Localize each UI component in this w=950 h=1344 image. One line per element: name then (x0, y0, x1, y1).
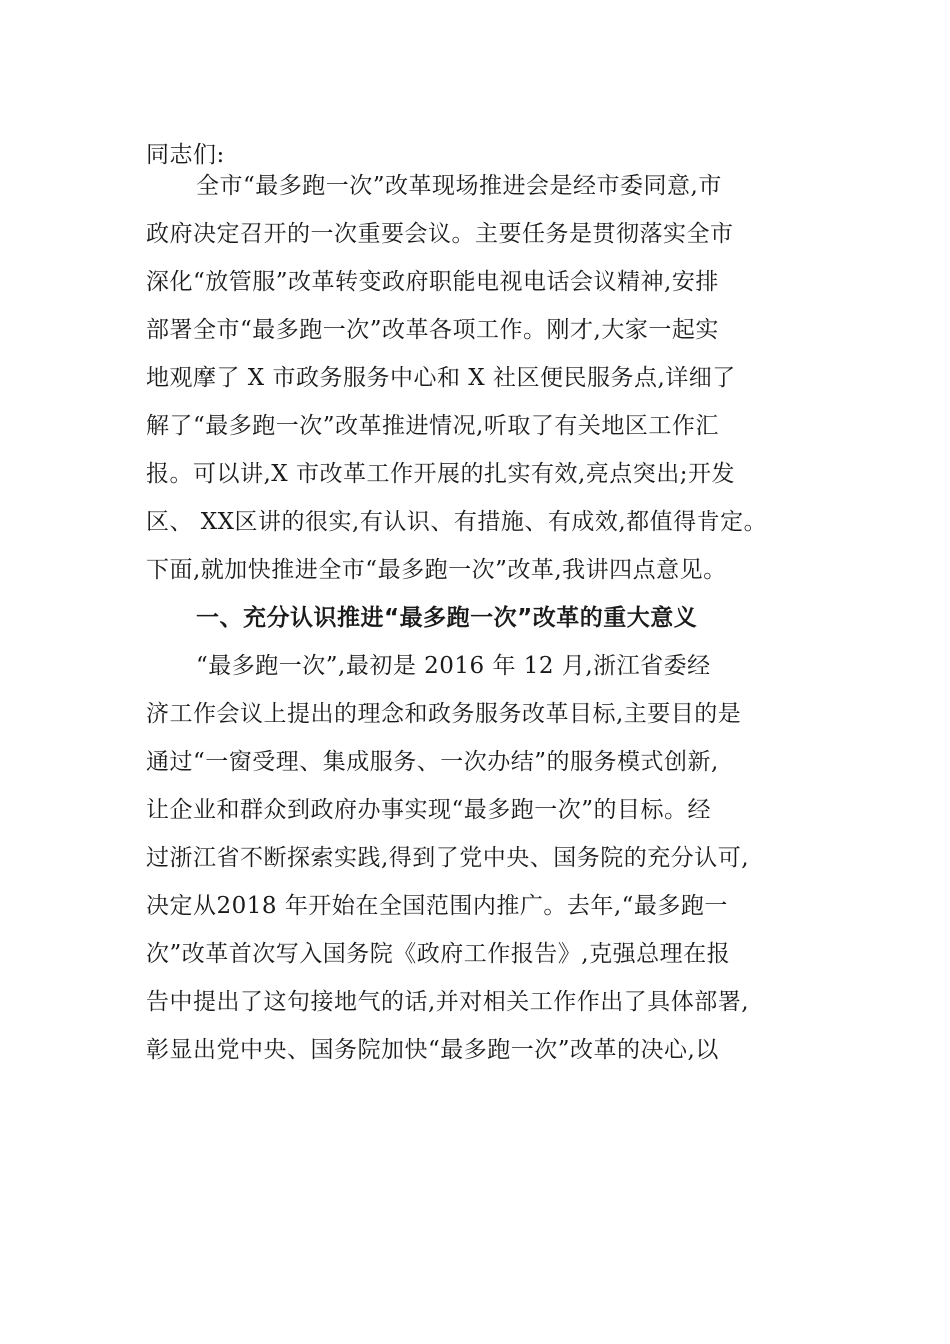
paragraph-2-line: 次”改革首次写入国务院《政府工作报告》,克强总理在报 (146, 941, 731, 967)
paragraph-2-line: 让企业和群众到政府办事实现“最多跑一次”的目标。经 (146, 797, 712, 823)
paragraph-1-line: 解了“最多跑一次”改革推进情况,听取了有关地区工作汇 (146, 413, 719, 439)
paragraph-1-line: 区、 XX区讲的很实,有认识、有措施、有成效,都值得肯定。 (146, 509, 768, 535)
paragraph-1-line: 全市“最多跑一次”改革现场推进会是经市委同意,市 (196, 173, 722, 199)
paragraph-2-line: “最多跑一次”,最初是 2016 年 12 月,浙江省委经 (196, 653, 711, 679)
paragraph-2-line: 告中提出了这句接地气的话,并对相关工作作出了具体部署, (146, 989, 750, 1015)
paragraph-1-line: 下面,就加快推进全市“最多跑一次”改革,我讲四点意见。 (146, 557, 727, 583)
paragraph-1-line: 部署全市“最多跑一次”改革各项工作。刚才,大家一起实 (146, 317, 719, 343)
paragraph-2-line: 济工作会议上提出的理念和政务服务改革目标,主要目的是 (146, 701, 742, 727)
paragraph-2-line: 过浙江省不断探索实践,得到了党中央、国务院的充分认可, (146, 845, 750, 871)
paragraph-1-line: 地观摩了 X 市政务服务中心和 X 社区便民服务点,详细了 (146, 365, 736, 391)
paragraph-2-line: 通过“一窗受理、集成服务、一次办结”的服务模式创新, (146, 749, 719, 775)
paragraph-2-line: 彰显出党中央、国务院加快“最多跑一次”改革的决心,以 (146, 1037, 719, 1063)
paragraph-1-line: 政府决定召开的一次重要会议。主要任务是贯彻落实全市 (146, 221, 734, 247)
section-heading: 一、充分认识推进“最多跑一次”改革的重大意义 (196, 605, 698, 631)
salutation: 同志们: (146, 142, 225, 168)
paragraph-2-line: 决定从2018 年开始在全国范围内推广。去年,“最多跑一 (146, 893, 728, 919)
paragraph-1-line: 报。可以讲,X 市改革工作开展的扎实有效,亮点突出;开发 (146, 461, 736, 487)
paragraph-1-line: 深化“放管服”改革转变政府职能电视电话会议精神,安排 (146, 269, 719, 295)
